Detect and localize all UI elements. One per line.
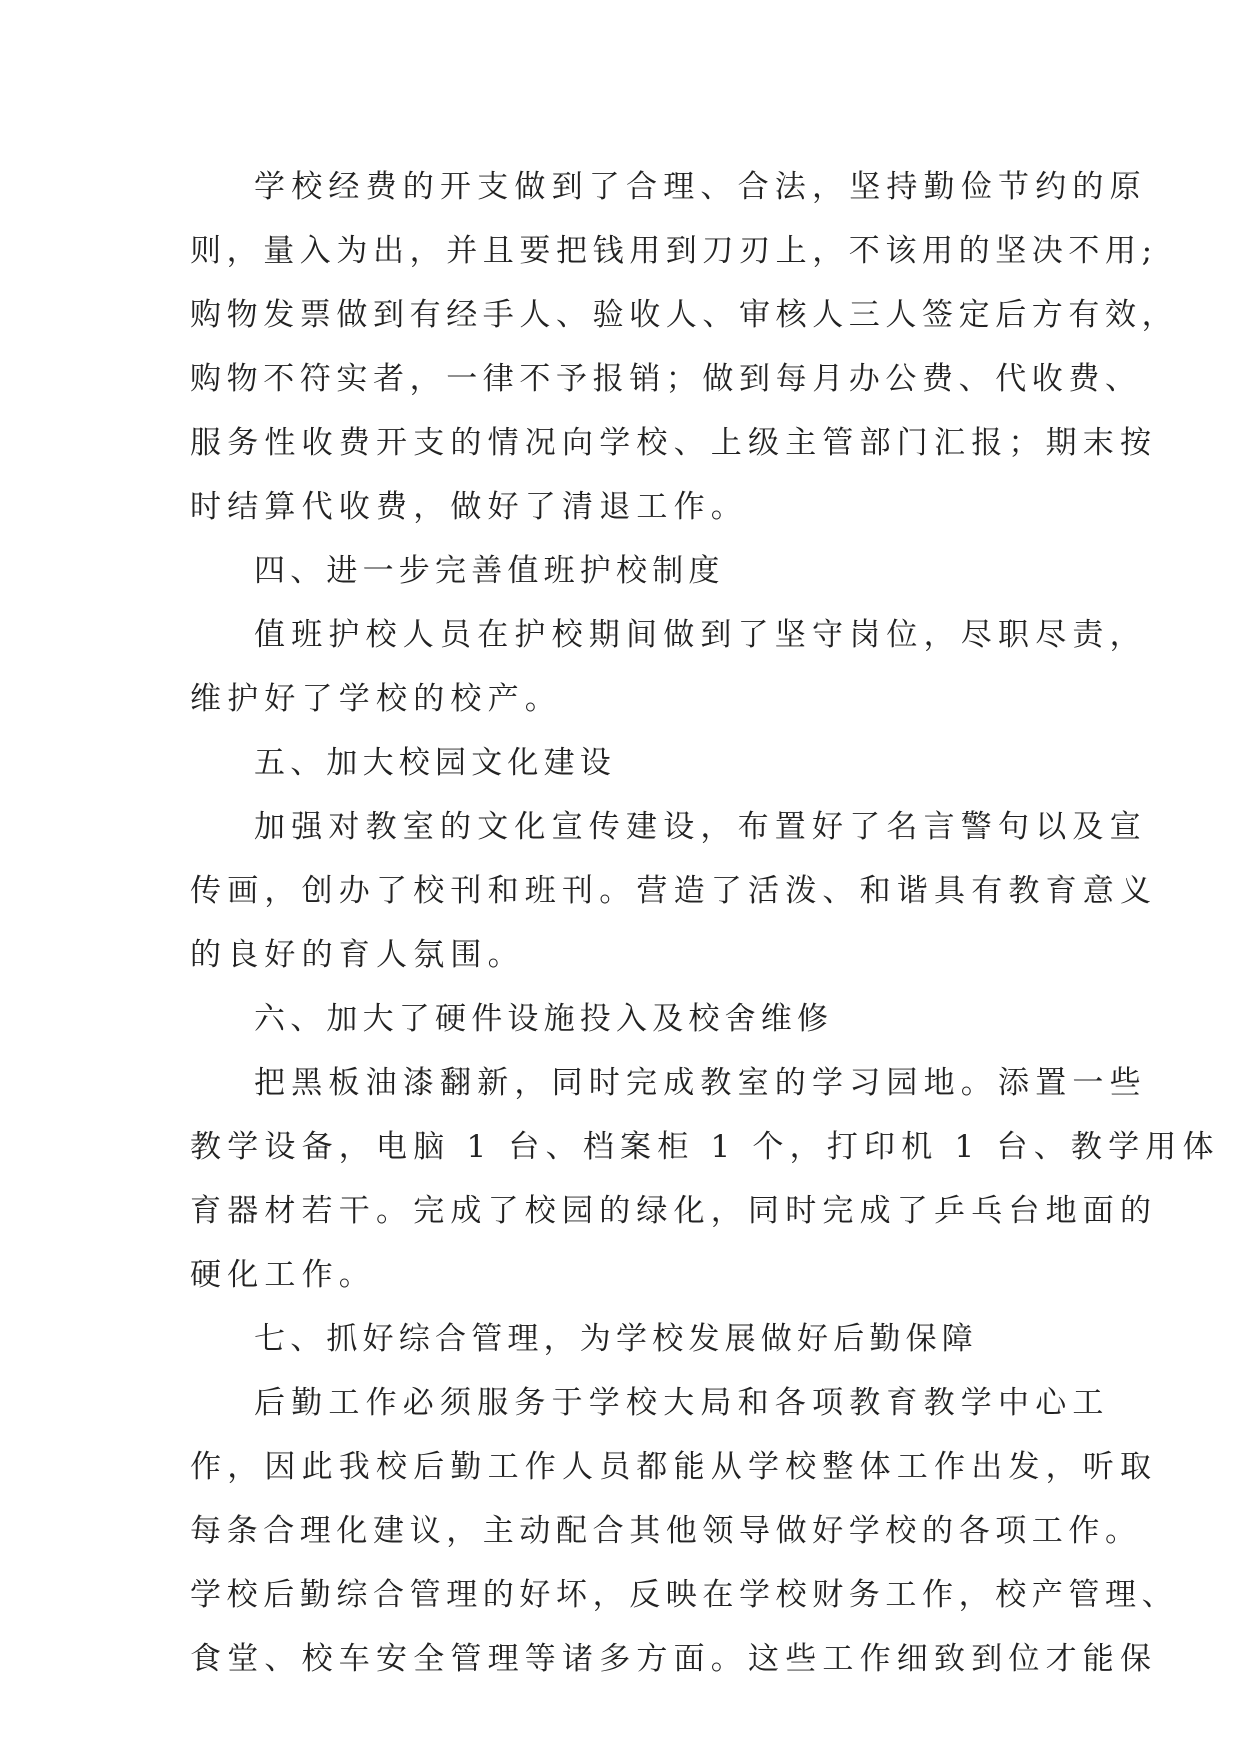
paragraph-facilities-line: 把黑板油漆翻新，同时完成教室的学习园地。添置一些 xyxy=(254,1065,1147,1101)
paragraph-facilities-line: 育器材若干。完成了校园的绿化，同时完成了乒乓台地面的 xyxy=(190,1193,1158,1229)
paragraph-funds-line: 学校经费的开支做到了合理、合法，坚持勤俭节约的原 xyxy=(254,169,1147,205)
section-heading-duty: 四、进一步完善值班护校制度 xyxy=(254,553,725,589)
paragraph-funds-line: 服务性收费开支的情况向学校、上级主管部门汇报；期末按 xyxy=(190,425,1158,461)
paragraph-funds-line: 则，量入为出，并且要把钱用到刀刃上，不该用的坚决不用; xyxy=(190,233,1158,269)
paragraph-management-line: 作，因此我校后勤工作人员都能从学校整体工作出发，听取 xyxy=(190,1449,1158,1485)
paragraph-funds-line: 购物发票做到有经手人、验收人、审核人三人签定后方有效， xyxy=(190,297,1179,333)
document-body xyxy=(190,155,1220,1691)
section-heading-culture: 五、加大校园文化建设 xyxy=(254,745,616,781)
paragraph-funds-line: 时结算代收费，做好了清退工作。 xyxy=(190,489,748,525)
paragraph-duty-line: 值班护校人员在护校期间做到了坚守岗位，尽职尽责， xyxy=(254,617,1147,653)
paragraph-culture-line: 加强对教室的文化宣传建设，布置好了名言警句以及宣 xyxy=(254,809,1147,845)
paragraph-culture-line: 传画，创办了校刊和班刊。营造了活泼、和谐具有教育意义 xyxy=(190,873,1158,909)
paragraph-duty-line: 维护好了学校的校产。 xyxy=(190,681,562,717)
paragraph-management-line: 后勤工作必须服务于学校大局和各项教育教学中心工 xyxy=(254,1385,1110,1421)
paragraph-facilities-line: 教学设备，电脑 1 台、档案柜 1 个，打印机 1 台、教学用体 xyxy=(190,1129,1220,1165)
paragraph-management-line: 学校后勤综合管理的好坏，反映在学校财务工作，校产管理、 xyxy=(190,1577,1179,1613)
paragraph-management-line: 每条合理化建议，主动配合其他领导做好学校的各项工作。 xyxy=(190,1513,1142,1549)
paragraph-funds-line: 购物不符实者，一律不予报销；做到每月办公费、代收费、 xyxy=(190,361,1142,397)
paragraph-management-line: 食堂、校车安全管理等诸多方面。这些工作细致到位才能保 xyxy=(190,1641,1158,1677)
paragraph-culture-line: 的良好的育人氛围。 xyxy=(190,937,525,973)
paragraph-facilities-line: 硬化工作。 xyxy=(190,1257,376,1293)
section-heading-facilities: 六、加大了硬件设施投入及校舍维修 xyxy=(254,1001,834,1037)
section-heading-management: 七、抓好综合管理，为学校发展做好后勤保障 xyxy=(254,1321,978,1357)
